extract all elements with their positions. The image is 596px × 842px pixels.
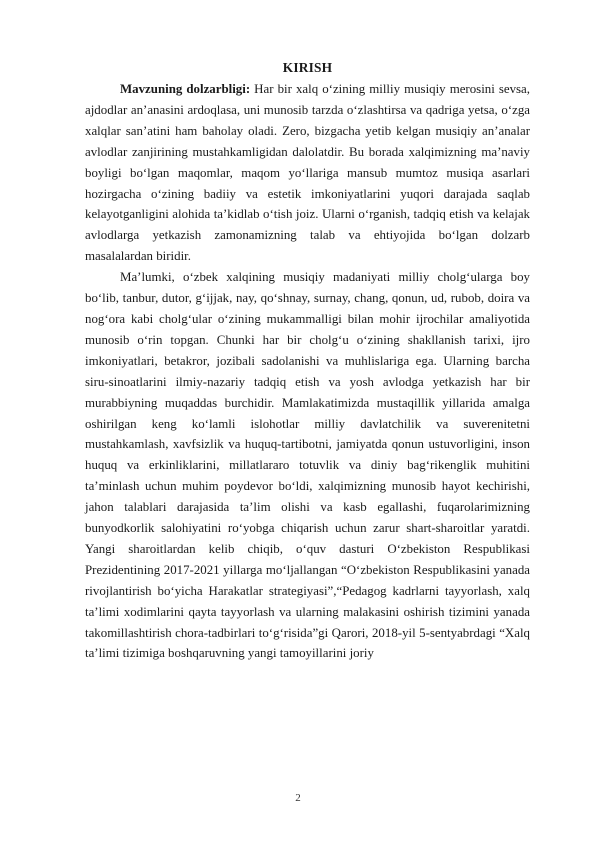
paragraph-relevance [85,79,530,267]
document-page [85,58,530,664]
page-number: 2 [295,792,301,804]
section-title: KIRISH [282,60,333,75]
paragraph-instruments [85,267,530,664]
paragraph-text: Ma’lumki, o‘zbek xalqining musiqiy madaniyati milliy cholg‘ularga boy bo‘lib, tanbur, dutor, g‘ijjak, nay, qo‘shnay, surnay, chang, qonun, ud, rubob, doira va nog‘ora kabi cholg‘ular o‘zining mukammalligi bilan mohir ijrochilar amaliyotida munosib o‘rin topgan. Chunki har bir cholg‘u o‘zining shakllanish tarixi, ijro imkoniyatlari, betakror, jozibali sadolanishi va muhlislariga ega. Ularning barcha siru-sinoatlarini ilmiy-nazariy tadqiq etish va yosh avlodga yetkazish har bir murabbiyning muqaddas burchidir. Mamlakatimizda mustaqillik yillarida amalga oshirilgan keng ko‘lamli islohotlar milliy davlatchilik va suverenitetni mustahkamlash, xavfsizlik va huquq-tartibotni, jamiyatda qonun ustuvorligini, inson huquq va erkinliklarini, millatlararo totuvlik va diniy bag‘rikenglik muhitini ta’minlash uchun muhim poydevor bo‘ldi, xalqimizning munosib hayot kechirishi, jahon talablari darajasida ta’lim olishi va kasb egallashi, fuqarolarimizning bunyodkorlik salohiyatini ro‘yobga chiqarish uchun zarur shart-sharoitlar yaratdi. Yangi sharoitlardan kelib chiqib, o‘quv dasturi O‘zbekiston Respublikasi Prezidentining 2017-2021 yillarga mo‘ljallangan “O‘zbekiston Respublikasini yanada rivojlantirish bo‘yicha Harakatlar strategiyasi”,“Pedagog kadrlarni tayyorlash, xalq ta’limi xodimlarini qayta tayyorlash va ularning malakasini oshirish tizimini yanada takomillashtirish chora-tadbirlari to‘g‘risida”gi Qarori, 2018-yil 5-sentyabrdagi “Xalq ta’limi tizimiga boshqaruvning yangi tamoyillarini joriy [85,270,530,661]
paragraph-text: Har bir xalq o‘zining milliy musiqiy merosini sevsa, ajdodlar an’anasini ardoqlasa, uni munosib tarzda o‘zlashtirsa va qadriga yetsa, o‘zga xalqlar san’atini ham baholay oladi. Zero, bizgacha yetib kelgan musiqiy an’analar avlodlar zanjirining mustahkamligidan dalolatdir. Bu borada xalqimizning ma’naviy boyligi bo‘lgan maqomlar, maqom yo‘llariga mansub mumtoz musiqa asarlari hozirgacha o‘zining badiiy va estetik imkoniyatlarini yuqori darajada saqlab kelayotganligini alohida ta’kidlab o‘tish joiz. Ularni o‘rganish, tadqiq etish va kelajak avlodlarga yetkazish zamonamizning talab va ehtiyojida bo‘lgan dolzarb masalalardan biridir. [85,82,531,264]
paragraph-lead: Mavzuning dolzarbligi: [120,82,251,96]
